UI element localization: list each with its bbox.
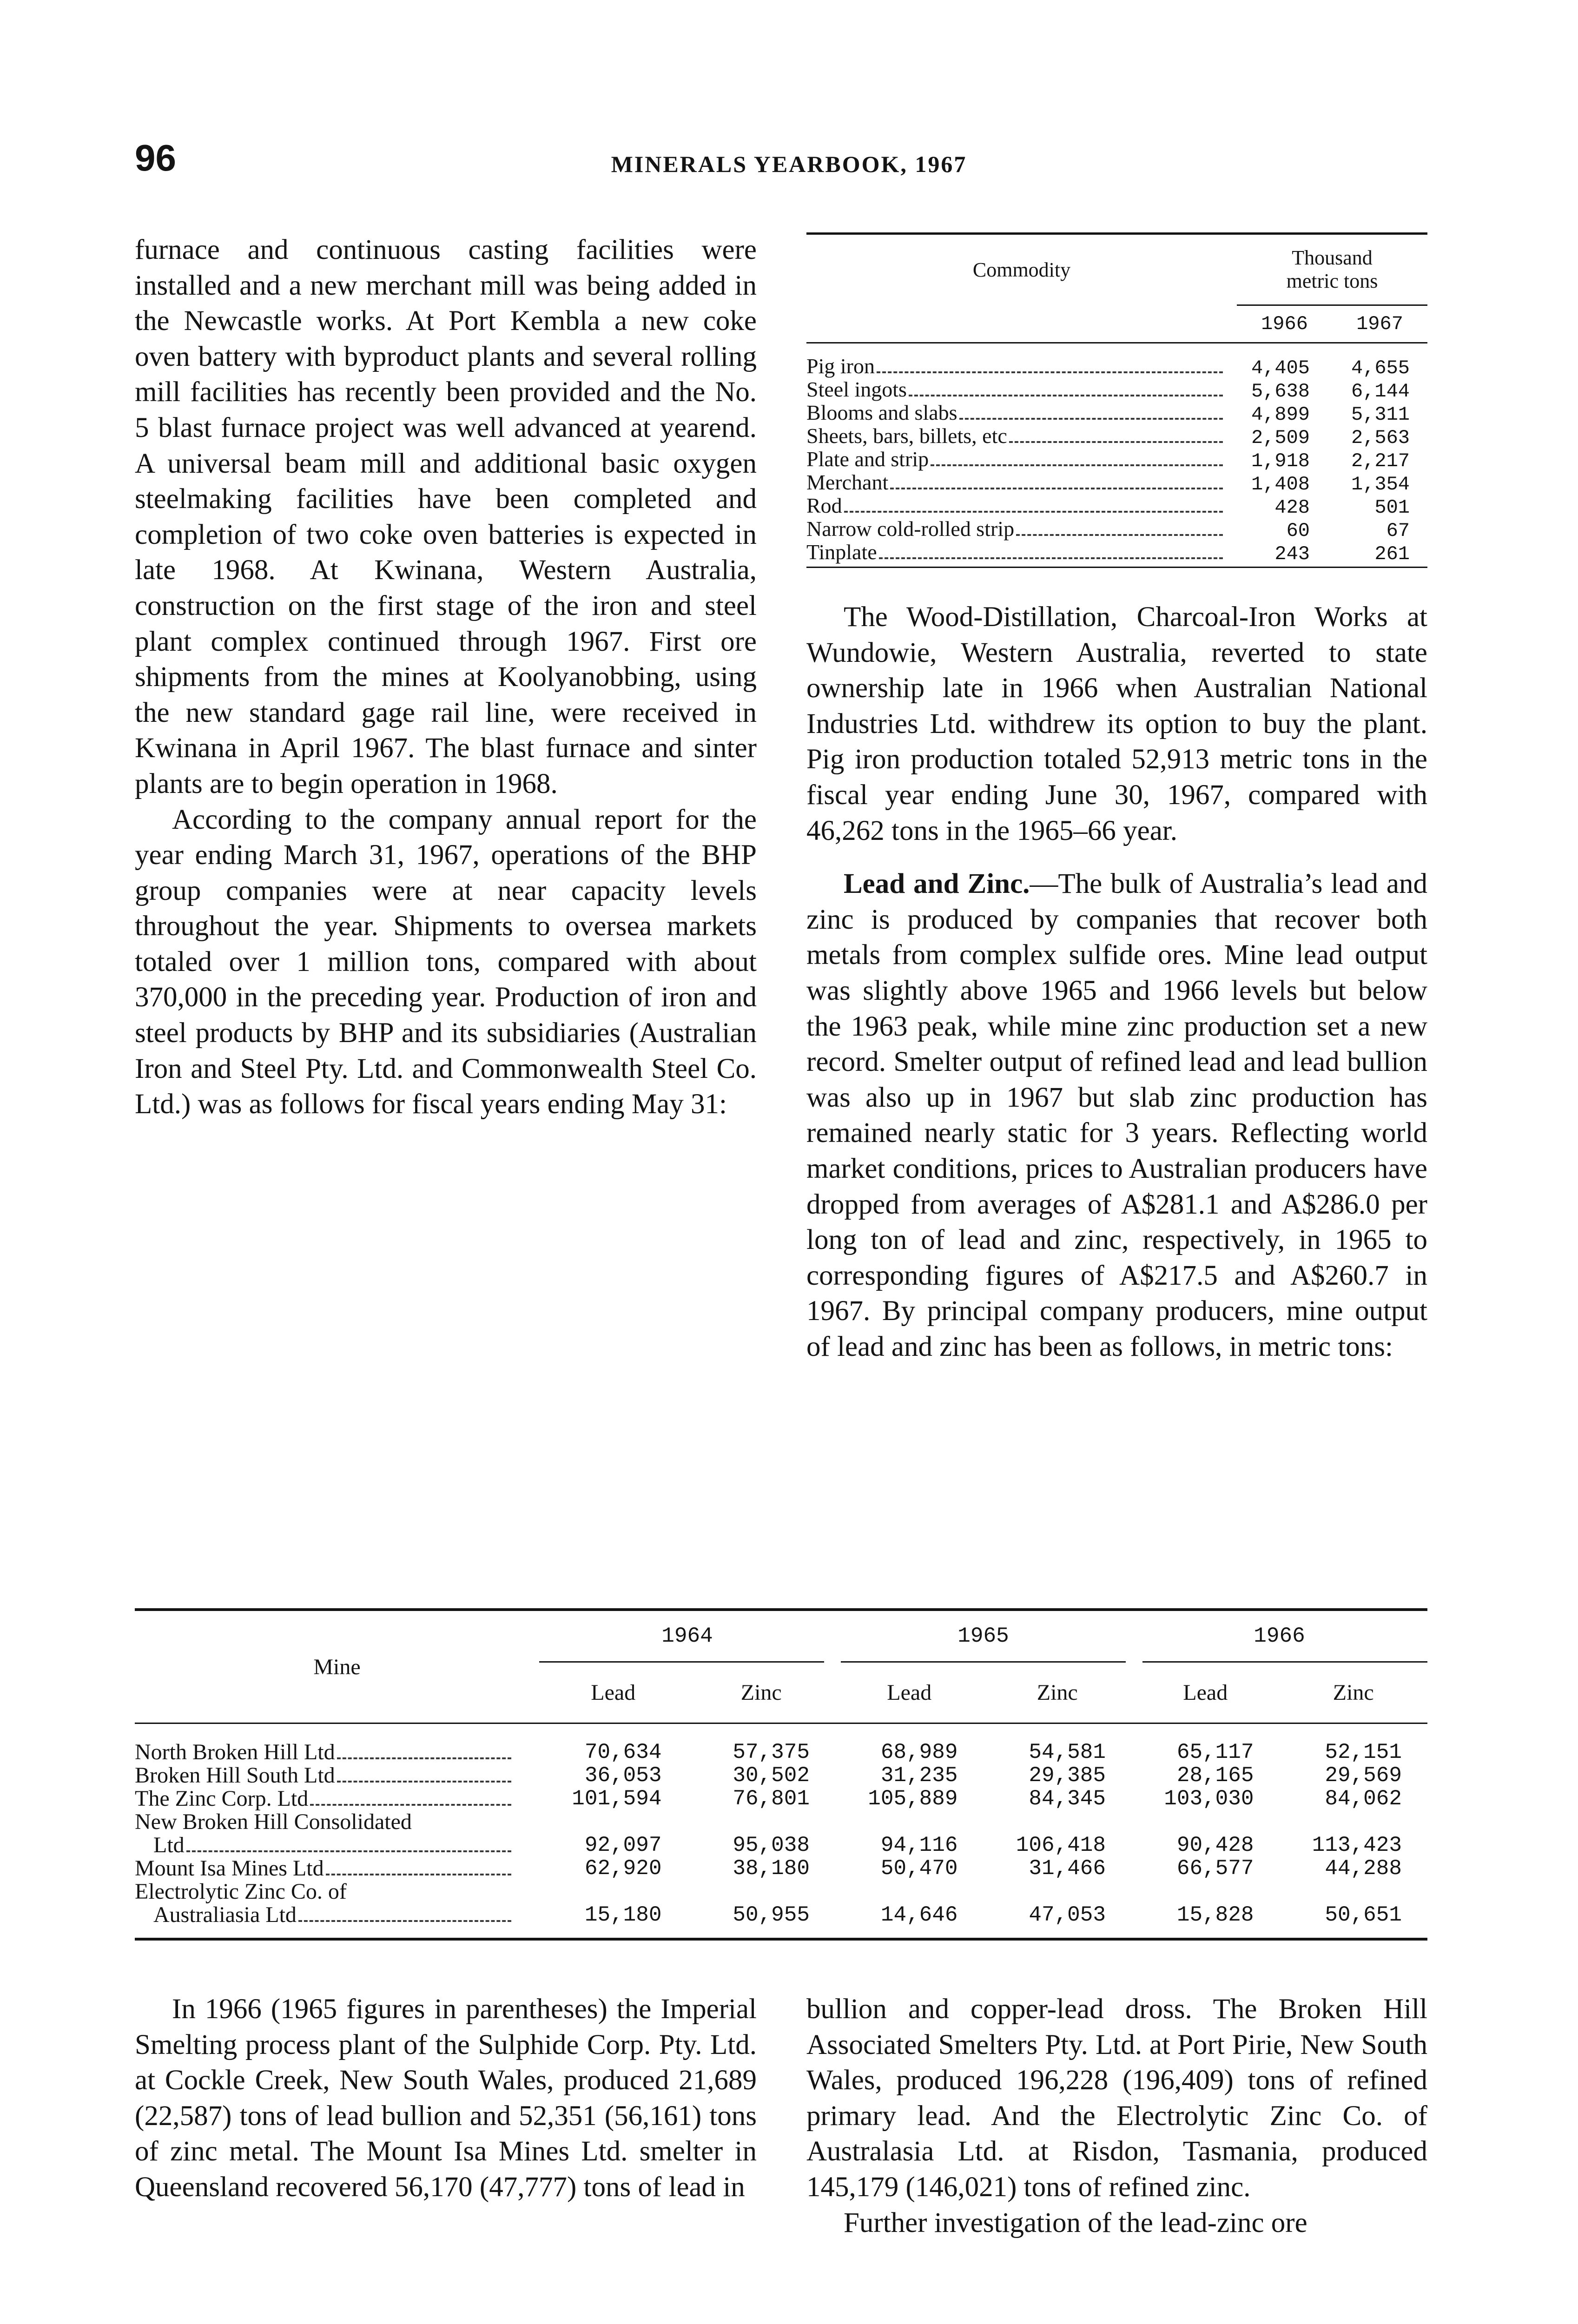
column-header-units (1237, 235, 1427, 304)
value-1967: 501 (1374, 496, 1410, 519)
table-cell: 94,116 (880, 1833, 958, 1857)
table-cell: 66,577 (1176, 1856, 1254, 1881)
value-1967: 5,311 (1351, 403, 1410, 426)
table-cell: 36,053 (584, 1763, 662, 1788)
metal-header: Zinc (1333, 1680, 1374, 1705)
metal-header: Lead (1183, 1680, 1228, 1705)
mine-name: Mount Isa Mines Ltd (135, 1857, 539, 1880)
commodity-name: Blooms and slabs (806, 400, 1237, 425)
commodity-name: Steel ingots (806, 377, 1237, 402)
table-row (806, 400, 1427, 426)
mine-name: The Zinc Corp. Ltd (135, 1787, 539, 1810)
table-cell: 92,097 (584, 1833, 662, 1857)
table-cell: 31,235 (880, 1763, 958, 1788)
table-body (135, 1724, 1427, 1938)
table-cell: 44,288 (1325, 1856, 1402, 1881)
value-1966: 1,918 (1251, 450, 1310, 472)
table-header (806, 235, 1427, 304)
value-1967: 2,217 (1351, 450, 1410, 472)
commodity-table (806, 232, 1427, 568)
table-row (806, 423, 1427, 447)
value-1966: 428 (1274, 496, 1310, 519)
table-cell: 14,646 (880, 1903, 958, 1927)
table-row (135, 1764, 1427, 1787)
paragraph: In 1966 (1965 figures in parentheses) the Imperial Smelting process plant of the Sulphide Corp. Pty. Ltd. at Cockle Creek, New South Wales, produced 21,689 (22,587) tons of lead bullion and 52,351 (56,161) tons of zinc metal. The Mount Isa Mines Ltd. smelter in Queensland recovered 56,170 (47,777) tons of lead in (135, 1994, 757, 2203)
table-row (135, 1741, 1427, 1764)
table-cell: 103,030 (1164, 1787, 1254, 1811)
commodity-name: Pig iron (806, 354, 1237, 378)
value-1966: 243 (1274, 543, 1310, 565)
table-body (806, 343, 1427, 567)
year-header: 1966 (1254, 1624, 1305, 1648)
paragraph: bullion and copper-lead dross. The Broken Hill Associated Smelters Pty. Ltd. at Port Pirie, New South Wales, produced 196,228 (196,409) tons of refined primary lead. And the Electrolytic Zinc Co. of Australasia Ltd. at Risdon, Tasmania, produced 145,179 (146,021) tons of refined zinc. (806, 1994, 1427, 2203)
column-header-commodity: Commodity (972, 258, 1071, 281)
table-cell: 29,569 (1325, 1763, 1402, 1788)
value-1966: 60 (1286, 520, 1310, 542)
value-1966: 5,638 (1251, 380, 1310, 403)
table-cell: 90,428 (1176, 1833, 1254, 1857)
table-row (135, 1880, 1427, 1927)
value-1967: 1,354 (1351, 473, 1410, 495)
left-column-top (135, 232, 757, 1122)
section-heading: Lead and Zinc. (844, 868, 1030, 900)
right-column-bottom (806, 1992, 1427, 2241)
commodity-name: Tinplate (806, 540, 1237, 564)
table-cell: 113,423 (1312, 1833, 1402, 1857)
value-1967: 261 (1374, 543, 1410, 565)
table-row (806, 377, 1427, 403)
year-header: 1966 (1261, 313, 1308, 335)
paragraph (806, 866, 1427, 1365)
table-cell: 50,955 (733, 1903, 810, 1927)
table-cell: 30,502 (733, 1763, 810, 1788)
mine-name (135, 1810, 539, 1857)
table-rule-row (806, 304, 1427, 306)
mine-name: Broken Hill South Ltd (135, 1764, 539, 1787)
value-1967: 2,563 (1351, 427, 1410, 449)
table-cell: 38,180 (733, 1856, 810, 1881)
commodity-name: Narrow cold-rolled strip (806, 516, 1237, 541)
year-header-row (539, 1611, 1427, 1661)
year-header-row (806, 306, 1427, 342)
table-row (135, 1810, 1427, 1857)
mine-output-table (135, 1608, 1427, 1941)
table-cell: 106,418 (1016, 1833, 1106, 1857)
table-row (806, 447, 1427, 470)
table-cell: 52,151 (1325, 1740, 1402, 1764)
table-row (135, 1857, 1427, 1880)
running-title: MINERALS YEARBOOK, 1967 (611, 151, 967, 177)
commodity-name: Plate and strip (806, 447, 1237, 471)
paragraph-text: —The bulk of Australia’s lead and zinc is produced by companies that recover both metals from complex sulfide ores. Mine lead output was slightly above 1965 and 1966 levels but below the 1963 peak, while mine zinc production set a new record. Smelter output of refined lead and lead bullion was also up in 1967 but slab zinc production has remained nearly static for 3 years. Reflecting world market conditions, prices to Australian producers have dropped from averages of A$281.1 and A$286.0 per long ton of lead and zinc, respectively, in 1965 to corresponding figures of A$217.5 and A$260.7 in 1967. By principal company producers, mine output of lead and zinc has been as follows, in metric tons: (806, 868, 1427, 1362)
table-row (806, 493, 1427, 519)
table-row (135, 1787, 1427, 1810)
paragraph: According to the company annual report for the year ending March 31, 1967, operations of the BHP group companies were at near capacity levels throughout the year. Shipments to oversea markets totaled over 1 million tons, compared with about 370,000 in the preceding year. Production of iron and steel products by BHP and its subsidiaries (Australian Iron and Steel Pty. Ltd. and Commonwealth Steel Co. Ltd.) was as follows for fiscal years ending May 31: (135, 804, 757, 1120)
metal-header-row (539, 1663, 1427, 1723)
value-1966: 2,509 (1251, 427, 1310, 449)
table-row (806, 470, 1427, 493)
column-header-mine: Mine (313, 1654, 361, 1679)
metal-header: Lead (591, 1680, 636, 1705)
right-column-top (806, 600, 1427, 1365)
metal-header: Lead (887, 1680, 932, 1705)
mine-name-line: Ltd (135, 1834, 516, 1857)
table-cell: 15,180 (584, 1903, 662, 1927)
metal-header: Zinc (740, 1680, 782, 1705)
mine-name-line: New Broken Hill Consolidated (135, 1809, 412, 1834)
table-cell: 84,345 (1029, 1787, 1106, 1811)
table-cell: 68,989 (880, 1740, 958, 1764)
table-cell: 105,889 (868, 1787, 958, 1811)
table-cell: 70,634 (584, 1740, 662, 1764)
value-1967: 6,144 (1351, 380, 1410, 403)
table-row (806, 516, 1427, 540)
value-1966: 1,408 (1251, 473, 1310, 495)
value-1966: 4,405 (1251, 357, 1310, 379)
year-header: 1967 (1356, 313, 1403, 335)
table-cell: 47,053 (1029, 1903, 1106, 1927)
paragraph: Further investigation of the lead-zinc ore (844, 2207, 1307, 2238)
table-cell: 84,062 (1325, 1787, 1402, 1811)
table-cell: 50,651 (1325, 1903, 1402, 1927)
table-row (806, 540, 1427, 563)
table-cell: 54,581 (1029, 1740, 1106, 1764)
table-cell: 62,920 (584, 1856, 662, 1881)
mine-name-line: Australiasia Ltd (135, 1903, 516, 1927)
value-1967: 67 (1386, 520, 1410, 542)
table-header (135, 1611, 1427, 1723)
table-rule (1237, 304, 1427, 306)
table-cell: 57,375 (733, 1740, 810, 1764)
mine-name (135, 1880, 539, 1927)
table-rule (135, 1938, 1427, 1941)
commodity-name: Rod (806, 493, 1237, 518)
table-cell: 65,117 (1176, 1740, 1254, 1764)
left-column-bottom (135, 1992, 757, 2205)
table-cell: 28,165 (1176, 1763, 1254, 1788)
commodity-name: Merchant (806, 470, 1237, 495)
mine-name-line: Electrolytic Zinc Co. of (135, 1879, 347, 1904)
metal-header: Zinc (1037, 1680, 1078, 1705)
value-1966: 4,899 (1251, 403, 1310, 426)
table-cell: 76,801 (733, 1787, 810, 1811)
units-line: Thousand (1292, 246, 1373, 269)
year-header: 1964 (661, 1624, 713, 1648)
year-headers (539, 1611, 1427, 1723)
paragraph: furnace and continuous casting facilities were installed and a new merchant mill was being added in the Newcastle works. At Port Kembla a new coke oven battery with byproduct plants and several rolling mill facilities has recently been provided and the No. 5 blast furnace project was well advanced at yearend. A universal beam mill and additional basic oxygen steelmaking facilities have been completed and completion of two coke oven batteries is expected in late 1968. At Kwinana, Western Australia, construction on the first stage of the iron and steel plant complex continued through 1967. First ore shipments from the mines at Koolyanobbing, using the new standard gage rail line, were received in Kwinana in April 1967. The blast furnace and sinter plants are to begin operation in 1968. (135, 234, 757, 799)
mine-name: North Broken Hill Ltd (135, 1741, 539, 1764)
value-1967: 4,655 (1351, 357, 1410, 379)
paragraph: The Wood-Distillation, Charcoal-Iron Works at Wundowie, Western Australia, reverted to state ownership late in 1966 when Australian National Industries Ltd. withdrew its option to buy the plant. Pig iron production totaled 52,913 metric tons in the fiscal year ending June 30, 1967, compared with 46,262 tons in the 1965–66 year. (806, 601, 1427, 846)
table-rule (806, 567, 1427, 568)
units-line: metric tons (1286, 270, 1378, 292)
table-cell: 31,466 (1029, 1856, 1106, 1881)
page-number: 96 (135, 137, 176, 178)
commodity-name: Sheets, bars, billets, etc (806, 423, 1237, 448)
table-cell: 15,828 (1176, 1903, 1254, 1927)
table-cell: 95,038 (733, 1833, 810, 1857)
table-row (806, 354, 1427, 377)
year-header: 1965 (957, 1624, 1009, 1648)
table-cell: 101,594 (572, 1787, 662, 1811)
table-cell: 29,385 (1029, 1763, 1106, 1788)
table-cell: 50,470 (880, 1856, 958, 1881)
